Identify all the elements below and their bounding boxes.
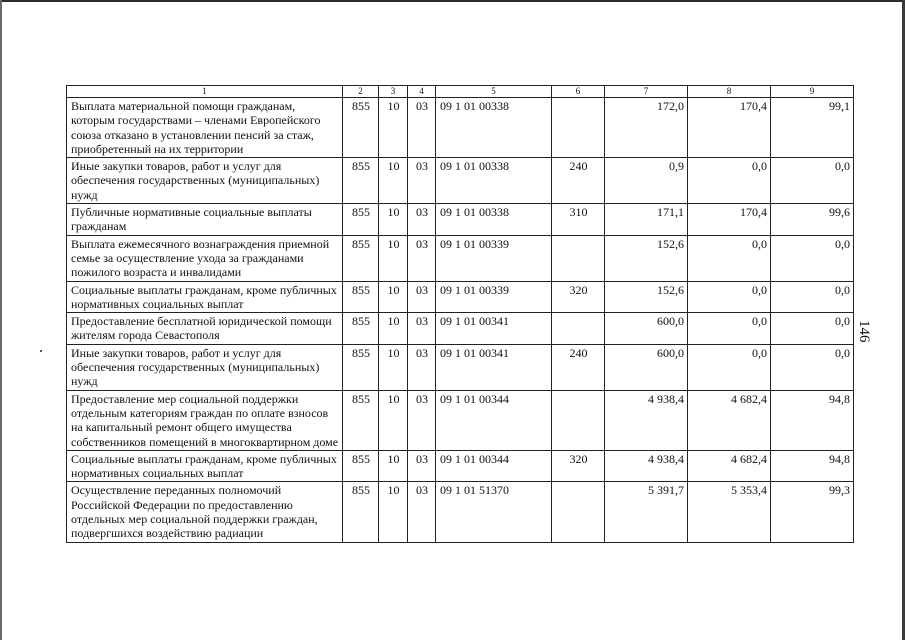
planned-amount-cell: 4 938,4 [605,450,688,482]
section-code-cell: 10 [379,344,408,390]
target-article-cell: 09 1 01 00338 [436,204,552,236]
ministry-code-cell: 855 [343,98,379,158]
ministry-code-cell: 855 [343,450,379,482]
table-row [67,204,854,236]
executed-amount-cell: 4 682,4 [688,390,771,450]
table-row [67,450,854,482]
expense-name-cell: Социальные выплаты гражданам, кроме публичных нормативных социальных выплат [67,281,343,313]
expense-type-cell [552,235,605,281]
planned-amount-cell: 4 938,4 [605,390,688,450]
ministry-code-cell: 855 [343,204,379,236]
subsection-code-cell: 03 [408,204,436,236]
expense-type-cell: 320 [552,281,605,313]
expense-type-cell: 240 [552,158,605,204]
column-header: 7 [605,86,688,98]
planned-amount-cell: 0,9 [605,158,688,204]
target-article-cell: 09 1 01 00341 [436,344,552,390]
expense-type-cell [552,313,605,345]
executed-amount-cell: 0,0 [688,313,771,345]
expense-type-cell [552,482,605,542]
target-article-cell: 09 1 01 00344 [436,450,552,482]
table-row [67,158,854,204]
expense-type-cell: 320 [552,450,605,482]
column-header: 4 [408,86,436,98]
expense-name-cell: Иные закупки товаров, работ и услуг для обеспечения государственных (муниципальных) нужд [67,344,343,390]
executed-amount-cell: 0,0 [688,281,771,313]
section-code-cell: 10 [379,98,408,158]
subsection-code-cell: 03 [408,98,436,158]
ministry-code-cell: 855 [343,281,379,313]
execution-percent-cell: 94,8 [771,450,854,482]
target-article-cell: 09 1 01 00338 [436,158,552,204]
subsection-code-cell: 03 [408,482,436,542]
section-code-cell: 10 [379,235,408,281]
ministry-code-cell: 855 [343,313,379,345]
expense-type-cell: 310 [552,204,605,236]
section-code-cell: 10 [379,281,408,313]
expense-name-cell: Предоставление бесплатной юридической помощи жителям города Севастополя [67,313,343,345]
column-header: 3 [379,86,408,98]
ministry-code-cell: 855 [343,158,379,204]
table-row [67,313,854,345]
section-code-cell: 10 [379,482,408,542]
column-header: 1 [67,86,343,98]
section-code-cell: 10 [379,158,408,204]
expense-name-cell: Выплата материальной помощи гражданам, которым государствами – членами Европейского союза отказано в установлении пенсий за стаж, приобретенный на их территории [67,98,343,158]
executed-amount-cell: 170,4 [688,204,771,236]
column-header: 5 [436,86,552,98]
column-header: 6 [552,86,605,98]
column-header: 9 [771,86,854,98]
ministry-code-cell: 855 [343,390,379,450]
execution-percent-cell: 0,0 [771,313,854,345]
subsection-code-cell: 03 [408,158,436,204]
target-article-cell: 09 1 01 00338 [436,98,552,158]
ministry-code-cell: 855 [343,344,379,390]
executed-amount-cell: 0,0 [688,344,771,390]
expense-type-cell [552,98,605,158]
table-row [67,390,854,450]
planned-amount-cell: 172,0 [605,98,688,158]
executed-amount-cell: 0,0 [688,158,771,204]
scan-edge-left [0,0,2,640]
planned-amount-cell: 152,6 [605,235,688,281]
planned-amount-cell: 600,0 [605,344,688,390]
subsection-code-cell: 03 [408,390,436,450]
expense-name-cell: Предоставление мер социальной поддержки отдельным категориям граждан по оплате взносов на капитальный ремонт общего имущества собственников помещений в многоквартирном доме [67,390,343,450]
ministry-code-cell: 855 [343,235,379,281]
section-code-cell: 10 [379,313,408,345]
execution-percent-cell: 0,0 [771,158,854,204]
expense-name-cell: Иные закупки товаров, работ и услуг для обеспечения государственных (муниципальных) нужд [67,158,343,204]
execution-percent-cell: 0,0 [771,235,854,281]
budget-table [66,85,854,543]
table-row [67,98,854,158]
expense-name-cell: Публичные нормативные социальные выплаты гражданам [67,204,343,236]
column-header: 8 [688,86,771,98]
target-article-cell: 09 1 01 00341 [436,313,552,345]
expense-type-cell: 240 [552,344,605,390]
scan-edge-top [0,0,905,2]
expense-name-cell: Социальные выплаты гражданам, кроме публичных нормативных социальных выплат [67,450,343,482]
ministry-code-cell: 855 [343,482,379,542]
execution-percent-cell: 99,3 [771,482,854,542]
target-article-cell: 09 1 01 00339 [436,235,552,281]
expense-name-cell: Осуществление переданных полномочий Российской Федерации по предоставлению отдельных мер социальной поддержки граждан, подвергшихся воздействию радиации [67,482,343,542]
target-article-cell: 09 1 01 00344 [436,390,552,450]
execution-percent-cell: 99,6 [771,204,854,236]
table-body [67,98,854,543]
section-code-cell: 10 [379,204,408,236]
planned-amount-cell: 5 391,7 [605,482,688,542]
execution-percent-cell: 94,8 [771,390,854,450]
table-row [67,281,854,313]
section-code-cell: 10 [379,390,408,450]
table-row [67,482,854,542]
planned-amount-cell: 600,0 [605,313,688,345]
subsection-code-cell: 03 [408,235,436,281]
planned-amount-cell: 171,1 [605,204,688,236]
subsection-code-cell: 03 [408,281,436,313]
table-row [67,235,854,281]
target-article-cell: 09 1 01 51370 [436,482,552,542]
column-number-row [67,86,854,98]
execution-percent-cell: 99,1 [771,98,854,158]
column-header: 2 [343,86,379,98]
subsection-code-cell: 03 [408,313,436,345]
section-code-cell: 10 [379,450,408,482]
target-article-cell: 09 1 01 00339 [436,281,552,313]
scan-speck [40,350,42,352]
expense-type-cell [552,390,605,450]
subsection-code-cell: 03 [408,344,436,390]
executed-amount-cell: 4 682,4 [688,450,771,482]
executed-amount-cell: 170,4 [688,98,771,158]
executed-amount-cell: 0,0 [688,235,771,281]
expense-name-cell: Выплата ежемесячного вознаграждения приемной семье за осуществление ухода за гражданами пожилого возраста и инвалидами [67,235,343,281]
planned-amount-cell: 152,6 [605,281,688,313]
table-row [67,344,854,390]
subsection-code-cell: 03 [408,450,436,482]
execution-percent-cell: 0,0 [771,281,854,313]
executed-amount-cell: 5 353,4 [688,482,771,542]
execution-percent-cell: 0,0 [771,344,854,390]
page-number: 146 [856,320,872,343]
